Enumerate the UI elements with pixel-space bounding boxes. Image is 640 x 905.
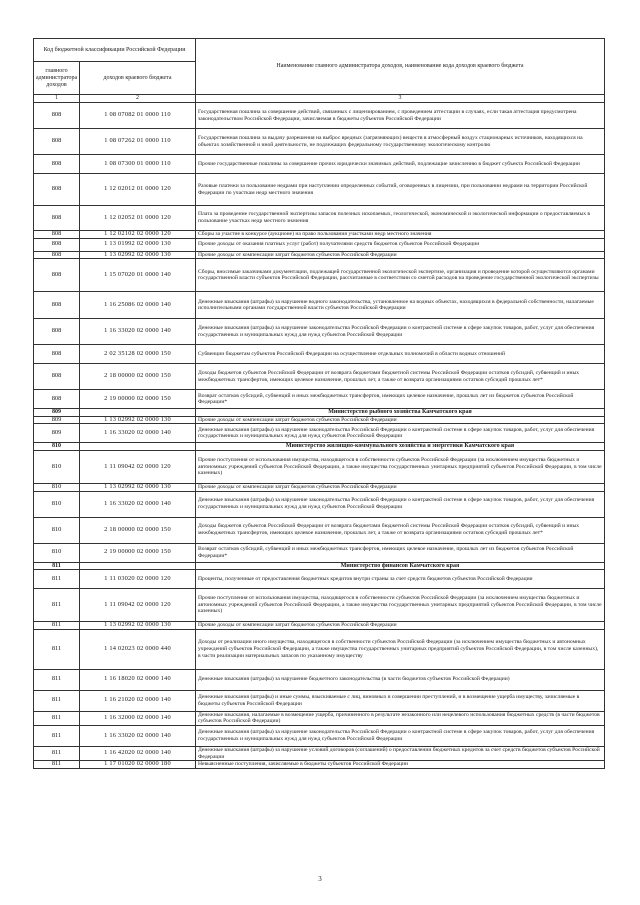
income-name-cell: Прочие доходы от оказания платных услуг (работ) получателями средств бюджетов субъектов Российской Федерации (196, 238, 605, 251)
income-code-cell: 1 13 02992 02 0000 130 (80, 416, 196, 424)
income-name-cell: Денежные взыскания (штрафы) за нарушение законодательства Российской Федерации о контрактной системе в сфере закупок товаров, работ, услуг для обеспечения государственных и муниципальных нужд для нужд субъектов Российской Федерации (196, 491, 605, 517)
income-code-cell: 1 16 42020 02 0000 140 (80, 746, 196, 760)
admin-code-cell: 811 (34, 669, 80, 690)
table-row (34, 103, 605, 129)
admin-code-cell: 811 (34, 746, 80, 760)
income-code-cell: 1 16 33020 02 0000 140 (80, 725, 196, 746)
income-name-cell: Сборы за участие в конкурсе (аукционе) на право пользования участками недр местного значения (196, 231, 605, 239)
admin-code-cell: 809 (34, 416, 80, 424)
table-row (34, 622, 605, 630)
income-code-cell: 1 16 21020 02 0000 140 (80, 690, 196, 711)
income-code-cell: 1 16 32000 02 0000 140 (80, 711, 196, 725)
table-body (34, 103, 605, 769)
section-heading-row (34, 409, 605, 417)
income-code-cell: 2 18 00000 02 0000 150 (80, 517, 196, 543)
admin-code-cell: 808 (34, 238, 80, 251)
income-code-cell: 1 08 07262 01 0000 110 (80, 129, 196, 155)
table-row (34, 450, 605, 483)
admin-code-cell: 811 (34, 629, 80, 669)
section-heading-cell: Министерство жилищно-коммунального хозяйства и энергетики Камчатского края (196, 443, 605, 451)
table-row (34, 174, 605, 206)
income-name-cell: Денежные взыскания (штрафы) за нарушение водного законодательства, установленное на водных объектах, находящихся в федеральной собственности, налагаемые исполнительными органами государственной власти субъектов Российской Федерации (196, 292, 605, 319)
income-code-cell: 1 12 02012 01 0000 120 (80, 174, 196, 206)
income-code-cell: 1 16 18020 02 0000 140 (80, 669, 196, 690)
table-row (34, 746, 605, 760)
admin-code-cell: 808 (34, 129, 80, 155)
table-row (34, 129, 605, 155)
table-row (34, 251, 605, 259)
income-name-cell: Доходы от реализации иного имущества, находящегося в собственности субъектов Российской Федерации (за исключением имущества бюджетных и автономных учреждений субъектов Российской Федерации, а также имущества государственных унитарных предприятий субъектов Российской Федерации, в том числе казенных), в части реализации материальных запасов по указанному имуществу (196, 629, 605, 669)
income-name-cell: Субвенции бюджетам субъектов Российской Федерации на осуществление отдельных полномочий в области водных отношений (196, 345, 605, 364)
income-name-cell: Государственная пошлина за выдачу разрешения на выброс вредных (загрязняющих) веществ в атмосферный воздух стационарных источников, находящихся на объектах хозяйственной и иной деятельности, не подлежащих федеральному государственному экологическому контролю (196, 129, 605, 155)
budget-table-sheet (33, 38, 604, 769)
income-code-cell: 2 19 00000 02 0000 150 (80, 390, 196, 409)
table-row (34, 206, 605, 231)
admin-code-cell: 811 (34, 761, 80, 769)
admin-code-cell: 811 (34, 622, 80, 630)
income-name-cell: Прочие доходы от компенсации затрат бюджетов субъектов Российской Федерации (196, 416, 605, 424)
table-row (34, 711, 605, 725)
admin-code-cell: 808 (34, 345, 80, 364)
header-group-cell: Код бюджетной классификации Российской Федерации (34, 39, 196, 62)
admin-code-cell: 811 (34, 570, 80, 589)
table-row (34, 491, 605, 517)
income-name-cell: Сборы, вносимые заказчиками документации, подлежащей государственной экологической экспертизе, организация и проведение которой осуществляются органами государственной власти субъектов Российской Федерации, рассчитанные в соответствии со сметой расходов на проведение государственной экологической экспертизы (196, 259, 605, 292)
admin-code-cell: 811 (34, 562, 80, 570)
table-row (34, 155, 605, 174)
table-row (34, 345, 605, 364)
income-code-cell: 1 16 25086 02 0000 140 (80, 292, 196, 319)
section-heading-row (34, 443, 605, 451)
admin-code-cell: 808 (34, 390, 80, 409)
admin-code-cell: 808 (34, 206, 80, 231)
admin-code-cell: 808 (34, 155, 80, 174)
admin-code-cell: 808 (34, 319, 80, 345)
income-code-cell: 1 11 09042 02 0000 120 (80, 589, 196, 622)
admin-code-cell: 811 (34, 589, 80, 622)
admin-code-cell: 810 (34, 483, 80, 491)
income-name-cell: Возврат остатков субсидий, субвенций и иных межбюджетных трансфертов, имеющих целевое назначение, прошлых лет из бюджетов субъектов Российской Федерации* (196, 390, 605, 409)
column-index-3: 3 (196, 95, 605, 103)
income-name-cell: Денежные взыскания (штрафы) за нарушение законодательства Российской Федерации о контрактной системе в сфере закупок товаров, работ, услуг для обеспечения государственных и муниципальных нужд для нужд субъектов Российской Федерации (196, 424, 605, 443)
income-code-cell: 1 11 03020 02 0000 120 (80, 570, 196, 589)
income-name-cell: Денежные взыскания (штрафы) за нарушение бюджетного законодательства (в части бюджетов субъектов Российской Федерации) (196, 669, 605, 690)
income-code-cell: 1 13 02992 02 0000 130 (80, 251, 196, 259)
table-row (34, 725, 605, 746)
income-name-cell: Денежные взыскания (штрафы) за нарушение законодательства Российской Федерации о контрактной системе в сфере закупок товаров, работ, услуг для обеспечения государственных и муниципальных нужд для нужд субъектов Российской Федерации (196, 725, 605, 746)
table-row (34, 390, 605, 409)
header-income-cell: доходов краевого бюджета (80, 62, 196, 95)
income-code-cell: 2 02 35128 02 0000 150 (80, 345, 196, 364)
table-row (34, 570, 605, 589)
admin-code-cell: 810 (34, 450, 80, 483)
admin-code-cell: 811 (34, 711, 80, 725)
income-name-cell: Государственная пошлина за совершение действий, связанных с лицензированием, с проведением аттестации в случаях, если такая аттестация предусмотрена законодательством Российской Федерации, зачисляемая в бюджеты субъектов Российской Федерации (196, 103, 605, 129)
admin-code-cell: 808 (34, 174, 80, 206)
income-code-cell: 2 19 00000 02 0000 150 (80, 543, 196, 562)
column-index-row (34, 95, 605, 103)
table-row (34, 690, 605, 711)
admin-code-cell: 808 (34, 292, 80, 319)
income-code-cell (80, 443, 196, 451)
income-name-cell: Возврат остатков субсидий, субвенций и иных межбюджетных трансфертов, имеющих целевое назначение, прошлых лет из бюджетов субъектов Российской Федерации* (196, 543, 605, 562)
income-code-cell: 1 17 01020 02 0000 180 (80, 761, 196, 769)
table-row (34, 589, 605, 622)
admin-code-cell: 811 (34, 725, 80, 746)
admin-code-cell: 808 (34, 231, 80, 239)
income-code-cell: 1 08 07082 01 0000 110 (80, 103, 196, 129)
income-code-cell: 2 18 00000 02 0000 150 (80, 364, 196, 390)
table-row (34, 259, 605, 292)
income-code-cell: 1 12 02052 01 0000 120 (80, 206, 196, 231)
income-name-cell: Денежные взыскания (штрафы) и иные суммы, взыскиваемые с лиц, виновных в совершении преступлений, и в возмещение ущерба имуществу, зачисляемые в бюджеты субъектов Российской Федерации (196, 690, 605, 711)
income-name-cell: Проценты, полученные от предоставления бюджетных кредитов внутри страны за счет средств бюджетов субъектов Российской Федерации (196, 570, 605, 589)
table-row (34, 364, 605, 390)
admin-code-cell: 808 (34, 364, 80, 390)
table-header (34, 39, 605, 103)
section-heading-cell: Министерство рыбного хозяйства Камчатского края (196, 409, 605, 417)
table-row (34, 231, 605, 239)
admin-code-cell: 808 (34, 259, 80, 292)
income-name-cell: Денежные взыскания (штрафы) за нарушение условий договоров (соглашений) о предоставлении бюджетных кредитов за счет средств бюджетов субъектов Российской Федерации (196, 746, 605, 760)
table-row (34, 238, 605, 251)
admin-code-cell: 810 (34, 543, 80, 562)
admin-code-cell: 809 (34, 424, 80, 443)
table-row (34, 517, 605, 543)
page-number: 3 (318, 875, 322, 883)
income-code-cell: 1 14 02023 02 0000 440 (80, 629, 196, 669)
income-code-cell (80, 562, 196, 570)
admin-code-cell: 810 (34, 517, 80, 543)
income-code-cell: 1 11 09042 02 0000 120 (80, 450, 196, 483)
column-index-2: 2 (80, 95, 196, 103)
budget-classification-table (33, 38, 605, 769)
income-code-cell: 1 16 33020 02 0000 140 (80, 424, 196, 443)
income-code-cell: 1 16 33020 02 0000 140 (80, 491, 196, 517)
header-admin-cell: главного администратора доходов (34, 62, 80, 95)
income-name-cell: Прочие поступления от использования имущества, находящегося в собственности субъектов Российской Федерации (за исключением имущества бюджетных и автономных учреждений субъектов Российской Федерации, а также имущества государственных унитарных предприятий субъектов Российской Федерации, в том числе казенных) (196, 589, 605, 622)
income-name-cell: Прочие поступления от использования имущества, находящегося в собственности субъектов Российской Федерации (за исключением имущества бюджетных и автономных учреждений субъектов Российской Федерации, а также имущества государственных унитарных предприятий субъектов Российской Федерации, в том числе казенных) (196, 450, 605, 483)
income-name-cell: Доходы бюджетов субъектов Российской Федерации от возврата бюджетами бюджетной системы Российской Федерации остатков субсидий, субвенций и иных межбюджетных трансфертов, имеющих целевое назначение, прошлых лет, а также от возврата организациями остатков субсидий прошлых лет* (196, 517, 605, 543)
income-name-cell: Прочие доходы от компенсации затрат бюджетов субъектов Российской Федерации (196, 622, 605, 630)
income-code-cell: 1 13 01992 02 0000 130 (80, 238, 196, 251)
table-row (34, 292, 605, 319)
table-row (34, 483, 605, 491)
income-name-cell: Прочие доходы от компенсации затрат бюджетов субъектов Российской Федерации (196, 251, 605, 259)
income-name-cell: Плата за проведение государственной экспертизы запасов полезных ископаемых, геологической, экономической и экологической информации о предоставляемых в пользование участках недр местного значения (196, 206, 605, 231)
section-heading-row (34, 562, 605, 570)
admin-code-cell: 811 (34, 690, 80, 711)
table-row (34, 319, 605, 345)
income-code-cell: 1 16 33020 02 0000 140 (80, 319, 196, 345)
income-code-cell: 1 13 02992 02 0000 130 (80, 622, 196, 630)
admin-code-cell: 808 (34, 251, 80, 259)
income-code-cell (80, 409, 196, 417)
income-code-cell: 1 12 02102 02 0000 120 (80, 231, 196, 239)
section-heading-cell: Министерство финансов Камчатского края (196, 562, 605, 570)
income-name-cell: Разовые платежи за пользование недрами при наступлении определенных событий, оговоренных в лицензии, при пользовании недрами на территории Российской Федерации по участкам недр местного значения (196, 174, 605, 206)
income-name-cell: Денежные взыскания, налагаемые в возмещение ущерба, причиненного в результате незаконного или нецелевого использования бюджетных средств (в части бюджетов субъектов Российской Федерации) (196, 711, 605, 725)
table-row (34, 629, 605, 669)
admin-code-cell: 810 (34, 443, 80, 451)
admin-code-cell: 809 (34, 409, 80, 417)
header-name-cell: Наименование главного администратора доходов, наименование кода доходов краевого бюджета (196, 39, 605, 95)
table-row (34, 424, 605, 443)
income-name-cell: Прочие государственные пошлины за совершение прочих юридически значимых действий, подлежащие зачислению в бюджет субъекта Российской Федерации (196, 155, 605, 174)
income-name-cell: Прочие доходы от компенсации затрат бюджетов субъектов Российской Федерации (196, 483, 605, 491)
income-name-cell: Денежные взыскания (штрафы) за нарушение законодательства Российской Федерации о контрактной системе в сфере закупок товаров, работ, услуг для обеспечения государственных и муниципальных нужд для нужд субъектов Российской Федерации (196, 319, 605, 345)
table-row (34, 543, 605, 562)
table-row (34, 416, 605, 424)
income-code-cell: 1 08 07300 01 0000 110 (80, 155, 196, 174)
column-index-1: 1 (34, 95, 80, 103)
table-row (34, 761, 605, 769)
table-row (34, 669, 605, 690)
income-code-cell: 1 13 02992 02 0000 130 (80, 483, 196, 491)
admin-code-cell: 808 (34, 103, 80, 129)
income-name-cell: Доходы бюджетов субъектов Российской Федерации от возврата бюджетами бюджетной системы Российской Федерации остатков субсидий, субвенций и иных межбюджетных трансфертов, имеющих целевое назначение, прошлых лет, а также от возврата организациями остатков субсидий прошлых лет* (196, 364, 605, 390)
income-name-cell: Невыясненные поступления, зачисляемые в бюджеты субъектов Российской Федерации (196, 761, 605, 769)
admin-code-cell: 810 (34, 491, 80, 517)
income-code-cell: 1 15 07020 01 0000 140 (80, 259, 196, 292)
